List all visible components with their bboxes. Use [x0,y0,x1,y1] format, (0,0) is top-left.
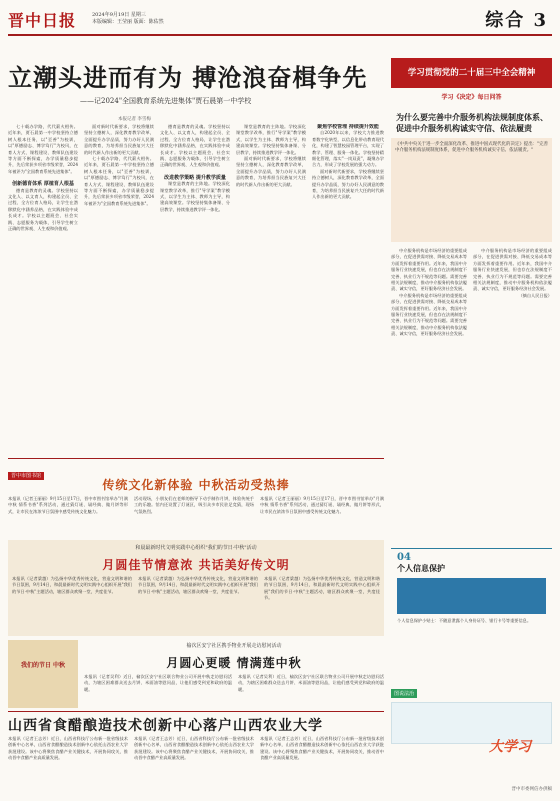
sidebar-subtitle: 学习《决定》每日问答 [441,94,502,101]
issue-meta [92,12,164,26]
story2-label: 和晨最新时代文明实践中心组织"我们的节日·中秋"活动 [135,545,257,551]
sidebar-body-text-3: 中介服务机构是市场经济的重要组成部分，在促进供需对接、降低交易成本等方面发挥着重要作用。近年来，我国中介服务行业快速发展，但也存在法规制度不完善、执业行为不规范等问题。需要完善相关法规制度，推动中介服务机构依法履责、诚实守信，更好服务经济社会发展。 [473,248,552,292]
lead-col4-subhead: 聚焦学校管理 持续提升效能 [317,124,379,130]
story4-col3: 本报讯（记者王志芳）近日，山西省科技厅公布新一批省级技术创新中心名单，山西省食醋酿造技术创新中心依托山西农业大学获批建设。该中心将聚焦食醋产业关键技术，开展协同攻关，推动晋中食醋产业高质量发展。 [260,736,384,761]
sidebar-banner: 学习贯彻党的二十届三中全会精神 [391,58,552,88]
lead-column-2 [84,124,154,454]
sidebar-body-2 [473,248,552,538]
sidebar-body-text: 中介服务机构是市场经济的重要组成部分，在促进供需对接、降低交易成本等方面发挥着重要作用。近年来，我国中介服务行业快速发展，但也存在法规制度不完善、执业行为不规范等问题。需要完善相关法规制度，推动中介服务机构依法履责、诚实守信，更好服务经济社会发展。 [391,248,467,292]
lead-col2-text-cont: 德育是教育的灵魂。学校坚持以文化人、以文育人，构建起全员、全过程、全方位育人格局，让学生在潜移默化中涵养品格，在实践体验中成长成才。学校以主题班会、社会实践、志愿服务为载体，引导学生树立正确的世界观、人生观和价值观。 [160,124,230,168]
law-cartoon [391,680,552,732]
lead-col5-text: 面对新时代新要求，学校将继续坚持立德树人，深化教育教学改革，全面提升办学品质，努力办好人民满意的教育，为培养担当民族复兴大任的时代新人作出新的更大贡献。 [84,124,154,155]
mascot-text: 大学习 [489,739,531,755]
sidebar-quote-box [391,138,552,242]
lead-col1-text-cont: 七十载办学路，代代薪火相传。近年来，贾石晨第一中学校坚持立德树人根本任务，以"至善"为校训，以"厚德励志、博学笃行"为校风，在育人方式、课程建设、教师队伍建设等方面不断探索，办学质量稳步提升，先后荣获多项省市级荣誉，2024年被评为"全国教育系统先进集体"。 [84,156,154,206]
story3-title: 月圆心更暖 情满莲中秋 [166,656,302,670]
footer-source: 晋中市委网信办供稿 [511,787,552,792]
lead-col1-text: 七十载办学路，代代薪火相传。近年来，贾石晨第一中学校坚持立德树人根本任务，以"至善"为校训，以"厚德励志、博学笃行"为校风，在育人方式、课程建设、教师队伍建设等方面不断探索，办学质量稳步提升，先后荣获多项省市级荣誉，2024年被评为"全国教育系统先进集体"。 [8,124,78,174]
lead-col3-text: 课堂是教育的主阵地。学校深化课堂教学改革，推行"导学案"教学模式，以学生为主体、教师为主导，构建高效课堂。学校坚持集体备课、分层教学，持续推进教学评一体化。 [160,181,230,212]
story2-title: 月圆佳节情意浓 共话美好传文明 [102,558,290,572]
story4-divider [8,711,384,712]
sidebar-source: （摘自人民日报） [518,292,552,298]
story1-col3: 本报讯（记者王丽丽）9月15日至17日，晋中市图书馆举办"月满中秋 情系书香"系列活动，通过猜灯谜、诵经典、做月饼等形式，让市民在浓浓节日氛围中感受传统文化魅力。 [260,496,384,514]
lead-col4-text: 自2020年以来，学校大力推进教育数字化转型，以信息化带动教育现代化，构建了智慧校园管理平台，实现了教学、管理、服务一体化。学校坚持精细化管理，落实"一岗双责"，凝聚办学合力，形成了学校发展的强大动力。 [312,130,384,168]
info-title: 个人信息保护 [397,563,445,573]
masthead [8,6,552,36]
sidebar-body-1 [391,248,467,538]
info-box [391,548,552,669]
story4-col1: 本报讯（记者王志芳）近日，山西省科技厅公布新一批省级技术创新中心名单，山西省食醋酿造技术创新中心依托山西农业大学获批建设。该中心将聚焦食醋产业关键技术，开展协同攻关，推动晋中食醋产业高质量发展。 [8,736,128,761]
lead-byline: 本报记者 李雪梅 [118,117,151,122]
lead-headline: 立潮头进而有为 搏沧浪奋楫争先 [8,64,368,92]
newspaper-logo: 晋中日报 [8,11,77,30]
lead-col3-subhead: 改进教学策略 提升教学质量 [164,174,226,181]
lead-column-5 [312,124,384,454]
story1-col2: 活动现场，小朋友们在老师的指导下动手制作月饼，体验传统手工的乐趣。馆内还设置了灯谜区，吸引众多市民驻足竞猜，现场气氛热烈。 [134,496,254,514]
sidebar-question: 为什么要完善中介服务机构法规制度体系、促进中介服务机构诚实守信、依法履责 [396,112,548,133]
lead-col5-text-end: 面对新时代新要求，学校将继续坚持立德树人，深化教育教学改革，全面提升办学品质，努力办好人民满意的教育，为培养担当民族复兴大任的时代新人作出新的更大贡献。 [312,168,384,200]
story4-title: 山西省食醋酿造技术创新中心落户山西农业大学 [8,718,323,734]
info-number: 04 [397,552,411,563]
lead-subhead: ——记2024"全国教育系统先进集体"贾石晨第一中学校 [80,97,252,105]
page-section: 综合 3 [485,10,548,31]
info-tip: 个人信息保护小贴士：不随意泄露个人身份证号、银行卡号等重要信息。 [397,618,532,623]
sidebar-quote: 《中共中央关于进一步全面深化改革、推进中国式现代化的决定》提出："完善中介服务机构法规制度体系，促进中介服务机构诚实守信、依法履责。" [395,142,548,154]
issue-editors: 本版编辑：王莹丽 版面：陈佑然 [92,19,164,25]
lead-column-1 [8,124,78,454]
lead-divider [8,458,384,459]
lead-col2-subhead: 创新德育体系 厚植育人根基 [12,181,74,188]
story1-title: 传统文化新体验 中秋活动受热捧 [102,478,290,492]
story3-photo [8,640,78,708]
story1-label: 晋中市图书馆 [8,472,44,480]
story1-col1: 本报讯（记者王丽丽）9月15日至17日，晋中市图书馆举办"月满中秋 情系书香"系列活动，通过猜灯谜、诵经典、做月饼等形式，让市民在浓浓节日氛围中感受传统文化魅力。 [8,496,128,514]
lead-col3-text-cont: 课堂是教育的主阵地。学校深化课堂教学改革，推行"导学案"教学模式，以学生为主体、教师为主导，构建高效课堂。学校坚持集体备课、分层教学，持续推进教学评一体化。 [236,124,306,155]
lead-col5-text-cont: 面对新时代新要求，学校将继续坚持立德树人，深化教育教学改革，全面提升办学品质，努力办好人民满意的教育，为培养担当民族复兴大任的时代新人作出新的更大贡献。 [236,156,306,187]
lead-col2-text: 德育是教育的灵魂。学校坚持以文化人、以文育人，构建起全员、全过程、全方位育人格局，让学生在潜移默化中涵养品格，在实践体验中成长成才。学校以主题班会、社会实践、志愿服务为载体，引导学生树立正确的世界观、人生观和价值观。 [8,187,78,232]
issue-date: 2024年9月19日 星期三 [92,12,146,18]
sidebar-body-text-2: 中介服务机构是市场经济的重要组成部分，在促进供需对接、降低交易成本等方面发挥着重要作用。近年来，我国中介服务行业快速发展，但也存在法规制度不完善、执业行为不规范等问题。需要完善相关法规制度，推动中介服务机构依法履责、诚实守信，更好服务经济社会发展。 [391,292,467,337]
mascot-area [470,736,550,786]
story3-col2: 本报讯（记者吴利）近日，榆次区安宁社区联合物业公司开展中秋走访慰问活动，为辖区困难群众送去月饼、米面油等慰问品，让他们感受到党和政府的温暖。 [238,674,384,692]
lead-column-4 [236,124,306,454]
story3-label: 榆次区安宁社区携手物业开展走访慰问活动 [186,643,282,649]
story2-col3: 本报讯（记者梁越）为弘扬中华优秀传统文化，营造文明和谐的节日氛围，9月14日，和晨最新时代文明实践中心组织开展"我们的节日·中秋"主题活动，辖区群众欢聚一堂，共度佳节。 [264,576,380,601]
story2-col2: 本报讯（记者梁越）为弘扬中华优秀传统文化，营造文明和谐的节日氛围，9月14日，和晨最新时代文明实践中心组织开展"我们的节日·中秋"主题活动，辖区群众欢聚一堂，共度佳节。 [138,576,258,594]
story3-photo-caption: 我们的节日 中秋 [20,662,66,669]
info-illustration [397,578,546,614]
story4-col2: 本报讯（记者王志芳）近日，山西省科技厅公布新一批省级技术创新中心名单，山西省食醋酿造技术创新中心依托山西农业大学获批建设。该中心将聚焦食醋产业关键技术，开展协同攻关，推动晋中食醋产业高质量发展。 [134,736,254,761]
lead-column-3 [160,124,230,454]
story3-col1: 本报讯（记者吴利）近日，榆次区安宁社区联合物业公司开展中秋走访慰问活动，为辖区困难群众送去月饼、米面油等慰问品，让他们感受到党和政府的温暖。 [84,674,232,692]
story2-col1: 本报讯（记者梁越）为弘扬中华优秀传统文化，营造文明和谐的节日氛围，9月14日，和晨最新时代文明实践中心组织开展"我们的节日·中秋"主题活动，辖区群众欢聚一堂，共度佳节。 [12,576,132,594]
law-cartoon-label: 图说法治 [391,689,417,698]
